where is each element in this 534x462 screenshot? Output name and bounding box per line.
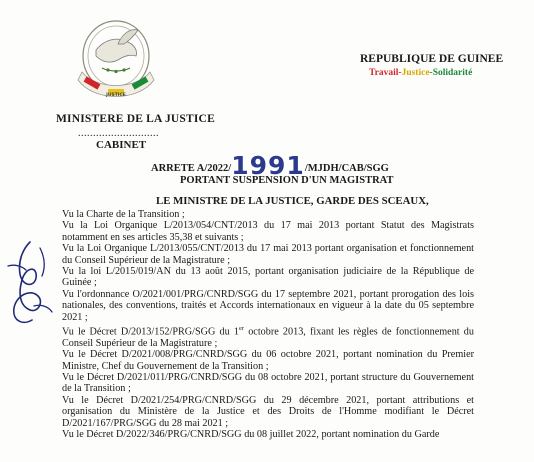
- consideration-item: Vu l'ordonnance O/2021/001/PRG/CNRD/SGG du 17 septembre 2021, portant prorogation des lois nationales, des conventions, traités et Accords internationaux en vigueur à la date du 05 septembre 2021 ;: [62, 288, 474, 323]
- motto-part-justice: Justice: [401, 68, 430, 78]
- republic-title: REPUBLIQUE DE GUINEE: [360, 53, 504, 65]
- handwritten-signature: [0, 236, 60, 330]
- consideration-item: Vu le Décret D/2021/008/PRG/CNRD/SGG du 06 octobre 2021, portant nomination du Premier Ministre, Chef du Gouvernement de la Transition ;: [62, 349, 474, 372]
- coat-of-arms-emblem: [66, 10, 166, 114]
- consideration-item: Vu la Loi Organique L/2013/054/CNT/2013 du 17 mai 2013 portant Statut des Magistrats notamment en ses articles 35,38 et suivants ;: [62, 220, 474, 243]
- consideration-item: Vu la Charte de la Transition ;: [62, 209, 185, 220]
- consideration-item: Vu la Loi Organique L/2013/055/CNT/2013 du 17 mai 2013 portant organisation et fonctionnement du Conseil Supérieur de la Magistrature ;: [62, 243, 474, 266]
- consideration-item: Vu le Décret D/2021/011/PRG/CNRD/SGG du 08 octobre 2021, portant structure du Gouvernement de la Transition ;: [62, 372, 474, 395]
- decree-suffix: /MJDH/CAB/SGG: [304, 163, 389, 174]
- decree-reference: [151, 148, 389, 180]
- motto-separator: -: [398, 68, 402, 78]
- separator-dots: ...........................: [78, 128, 159, 139]
- motto-part-solidarite: Solidarité: [432, 68, 473, 78]
- ministry-title: MINISTERE DE LA JUSTICE: [56, 113, 215, 125]
- decree-number-stamp: 1991: [231, 151, 305, 180]
- consideration-item: Vu le Décret D/2021/254/PRG/CNRD/SGG du 29 décembre 2021, portant attributions et organisation du Ministère de la Justice et des Droits de l'Homme modifiant le Décret D/2021/167/PRG/SGG du 28 mai 2021 ;: [62, 394, 474, 429]
- motto-part-travail: Travail: [369, 68, 399, 78]
- svg-text:JUSTICE: JUSTICE: [106, 93, 126, 98]
- consideration-item: Vu le Décret D/2022/346/PRG/CNRD/SGG du 08 juillet 2022, portant nomination du Garde: [62, 429, 440, 441]
- cabinet-label: CABINET: [96, 139, 147, 151]
- motto-separator: -: [429, 68, 433, 78]
- decree-prefix: ARRETE A/2022/: [151, 163, 232, 174]
- decree-subject: PORTANT SUSPENSION D'UN MAGISTRAT: [180, 175, 394, 186]
- minister-heading: LE MINISTRE DE LA JUSTICE, GARDE DES SCEAUX,: [156, 195, 429, 207]
- consideration-item: Vu le Décret D/2013/152/PRG/SGG du 1er octobre 2013, fixant les règles de fonctionnement du Conseil Supérieur de la Magistrature ;: [62, 325, 474, 349]
- consideration-item: Vu la loi L/2015/019/AN du 13 août 2015, portant organisation judiciaire de la République de Guinée ;: [62, 266, 474, 289]
- considerations-list: [62, 209, 474, 441]
- national-motto: [369, 68, 472, 78]
